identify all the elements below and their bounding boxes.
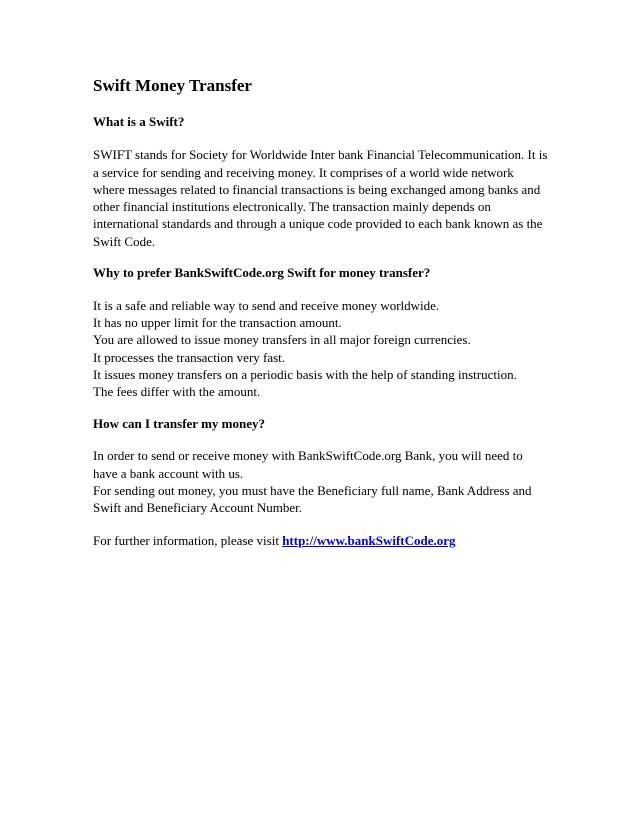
list-line: It has no upper limit for the transaction amount.: [93, 315, 342, 331]
section-heading-how-transfer: How can I transfer my money?: [93, 415, 265, 431]
further-info-paragraph: [93, 532, 548, 549]
paragraph-beneficiary-requirement: For sending out money, you must have the Beneficiary full name, Bank Address and Swift and Beneficiary Account Number.: [93, 483, 532, 516]
further-info-text: For further information, please visit: [93, 532, 283, 548]
section-heading-what-is-swift: What is a Swift?: [93, 114, 185, 130]
list-line: It processes the transaction very fast.: [93, 349, 286, 365]
paragraph-swift-description: SWIFT stands for Society for Worldwide Inter bank Financial Telecommunication. It is a service for sending and receiving money. It comprises of a world wide network where messages related to financial transactions is being exchanged among banks and other financial institutions electronically. The transaction mainly depends on international standards and through a unique code provided to each bank known as the Swift Code.: [93, 147, 548, 249]
benefits-list: [93, 297, 548, 401]
transfer-instructions: [93, 447, 548, 516]
list-line: It issues money transfers on a periodic basis with the help of standing instruction.: [93, 366, 517, 382]
list-line: You are allowed to issue money transfers in all major foreign currencies.: [93, 332, 471, 348]
list-line: It is a safe and reliable way to send and receive money worldwide.: [93, 297, 440, 313]
bankswiftcode-link[interactable]: http://www.bankSwiftCode.org: [282, 532, 456, 548]
document-page: [93, 76, 548, 549]
list-line: The fees differ with the amount.: [93, 384, 261, 400]
section-heading-why-prefer: Why to prefer BankSwiftCode.org Swift for money transfer?: [93, 264, 431, 280]
page-title: Swift Money Transfer: [93, 76, 252, 95]
paragraph-account-requirement: In order to send or receive money with BankSwiftCode.org Bank, you will need to have a bank account with us.: [93, 448, 523, 481]
